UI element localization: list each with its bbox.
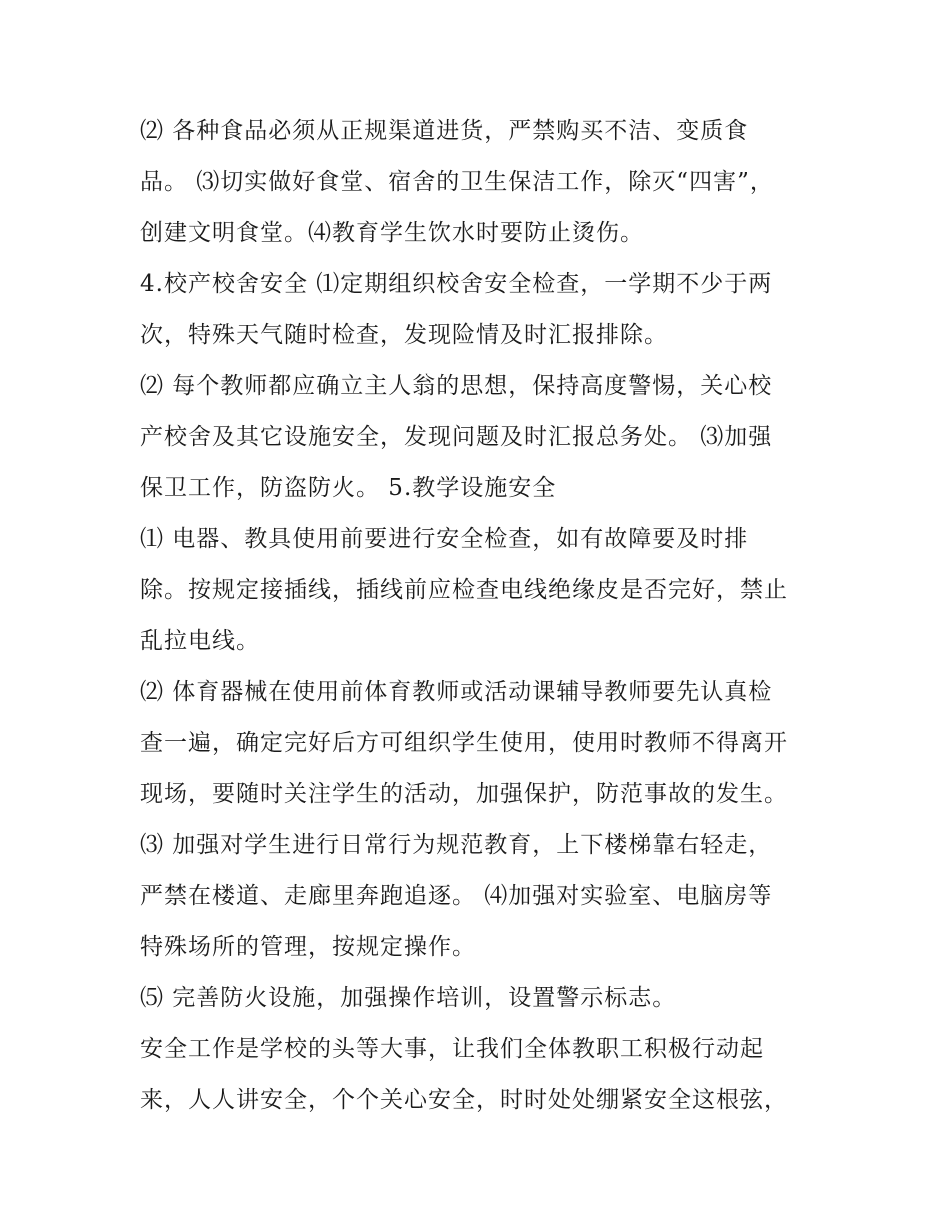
text-line: 查一遍，确定完好后方可组织学生使用，使用时教师不得离开 bbox=[140, 730, 788, 756]
text-line: 品。 ⑶切实做好食堂、宿舍的卫生保洁工作，除灭“四害”， bbox=[140, 169, 774, 195]
text-line: 除。按规定接插线，插线前应检查电线绝缘皮是否完好，禁止 bbox=[140, 577, 788, 603]
text-line: ⑵ 每个教师都应确立主人翁的思想，保持高度警惕，关心校 bbox=[140, 373, 773, 399]
text-line: ⑵ 各种食品必须从正规渠道进货，严禁购买不洁、变质食 bbox=[140, 118, 749, 144]
text-line: 乱拉电线。 bbox=[140, 628, 260, 654]
text-line: ⑵ 体育器械在使用前体育教师或活动课辅导教师要先认真检 bbox=[140, 679, 773, 705]
text-line: 次，特殊天气随时检查，发现险情及时汇报排除。 bbox=[140, 322, 668, 348]
text-line: 4.校产校舍安全 ⑴定期组织校舍安全检查，一学期不少于两 bbox=[140, 271, 773, 297]
text-line: 严禁在楼道、走廊里奔跑追逐。 ⑷加强对实验室、电脑房等 bbox=[140, 883, 773, 909]
text-line: 现场，要随时关注学生的活动，加强保护，防范事故的发生。 bbox=[140, 781, 788, 807]
text-line: 产校舍及其它设施安全，发现问题及时汇报总务处。 ⑶加强 bbox=[140, 424, 773, 450]
text-line: ⑶ 加强对学生进行日常行为规范教育，上下楼梯靠右轻走， bbox=[140, 832, 773, 858]
text-line: 来，人人讲安全，个个关心安全，时时处处绷紧安全这根弦， bbox=[140, 1087, 788, 1113]
text-line: 特殊场所的管理，按规定操作。 bbox=[140, 934, 476, 960]
text-line: 创建文明食堂。⑷教育学生饮水时要防止烫伤。 bbox=[140, 220, 644, 246]
text-line: 保卫工作，防盗防火。 5.教学设施安全 bbox=[140, 475, 557, 501]
text-line: 安全工作是学校的头等大事，让我们全体教职工积极行动起 bbox=[140, 1036, 764, 1062]
body-text bbox=[140, 106, 830, 1126]
text-line: ⑸ 完善防火设施，加强操作培训，设置警示标志。 bbox=[140, 985, 677, 1011]
text-line: ⑴ 电器、教具使用前要进行安全检查，如有故障要及时排 bbox=[140, 526, 749, 552]
